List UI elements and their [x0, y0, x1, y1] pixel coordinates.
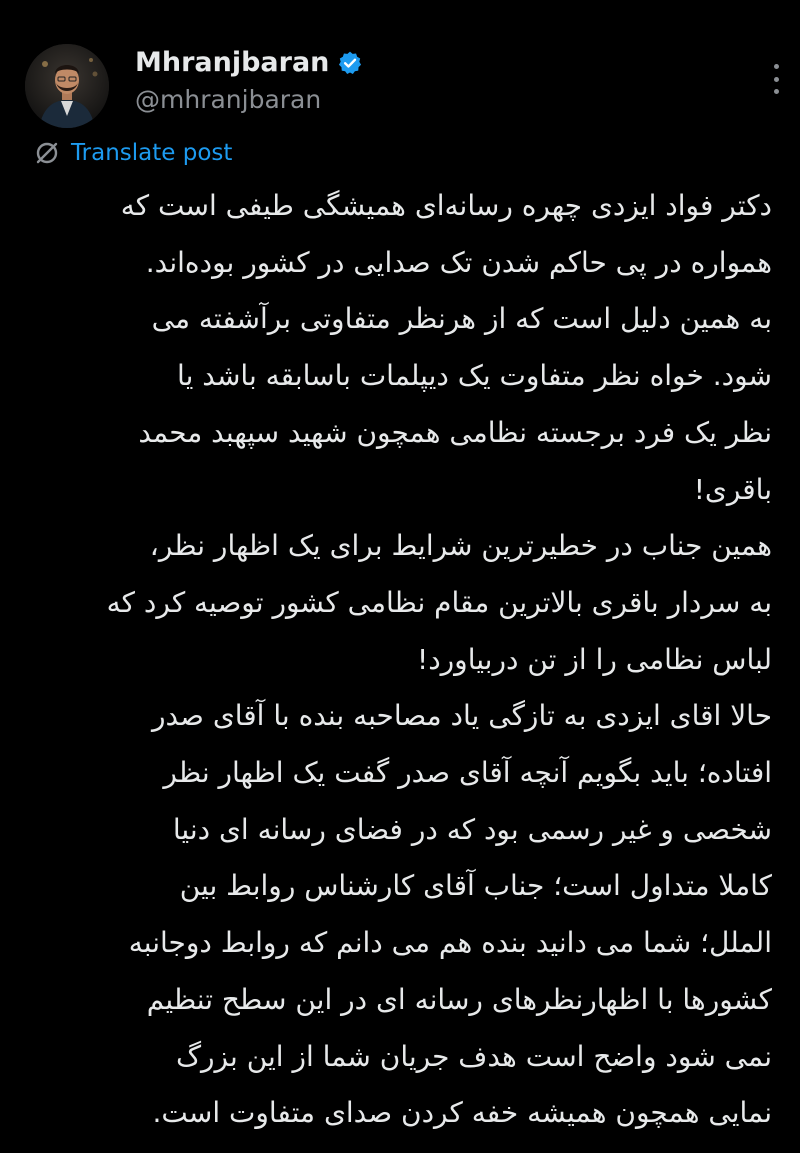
post-text-line: دکتر فواد ایزدی چهره رسانه‌ای همیشگی طیفی است که — [120, 189, 772, 222]
more-dot — [774, 64, 779, 69]
verified-badge-icon — [337, 50, 363, 76]
author-name-row — [135, 46, 363, 80]
post-text-line: لباس نظامی را از تن دربیاورد! — [416, 642, 772, 676]
post-header — [25, 40, 785, 130]
profile-photo-icon — [25, 44, 109, 128]
post-text-line: کشورها با اظهارنظرهای رسانه ای در این سطح تنظیم — [146, 982, 772, 1016]
post-text-line: حالا اقای ایزدی به تازگی یاد مصاحبه بنده با آقای صدر — [151, 699, 772, 733]
post-text-line: همواره در پی حاکم شدن تک صدایی در کشور بوده‌اند. — [145, 245, 772, 279]
author-display-name[interactable]: Mhranjbaran — [135, 47, 330, 78]
translate-post-button[interactable] — [33, 138, 232, 168]
translate-icon — [33, 139, 61, 167]
post-text-line: باقری! — [693, 472, 772, 506]
post-text-line: کاملا متداول است؛ جناب آقای کارشناس روابط بین — [179, 869, 772, 903]
post-text-line: نمایی همچون همیشه خفه کردن صدای متفاوت است. — [152, 1096, 772, 1130]
avatar[interactable] — [25, 44, 109, 128]
post-text-line: نظر یک فرد برجسته نظامی همچون شهید سپهبد محمد — [138, 415, 772, 449]
post-text-line: به همین دلیل است که از هرنظر متفاوتی برآشفته می — [151, 302, 772, 336]
more-options-icon[interactable] — [771, 64, 781, 94]
post-text-line: به سردار باقری بالاترین مقام نظامی کشور توصیه کرد که — [106, 585, 772, 619]
post-text-line: شخصی و غیر رسمی بود که در فضای رسانه ای دنیا — [172, 812, 772, 846]
author-handle[interactable]: @mhranjbaran — [135, 85, 322, 114]
translate-post-label: Translate post — [71, 140, 233, 166]
post-text-line: شود. خواه نظر متفاوت یک دیپلمات باسابقه باشد یا — [177, 359, 772, 393]
post-text-line: نمی شود واضح است هدف جریان شما از این بزرگ — [175, 1039, 772, 1073]
post-text — [28, 178, 772, 1142]
post-text-line: افتاده؛ باید بگویم آنچه آقای صدر گفت یک اظهار نظر — [163, 756, 772, 790]
post-text-line: همین جناب در خطیرترین شرایط برای یک اظهار نظر، — [149, 529, 772, 563]
more-dot — [774, 77, 779, 82]
post-text-line: الملل؛ شما می دانید بنده هم می دانم که روابط دوجانبه — [128, 926, 772, 960]
more-dot — [774, 89, 779, 94]
